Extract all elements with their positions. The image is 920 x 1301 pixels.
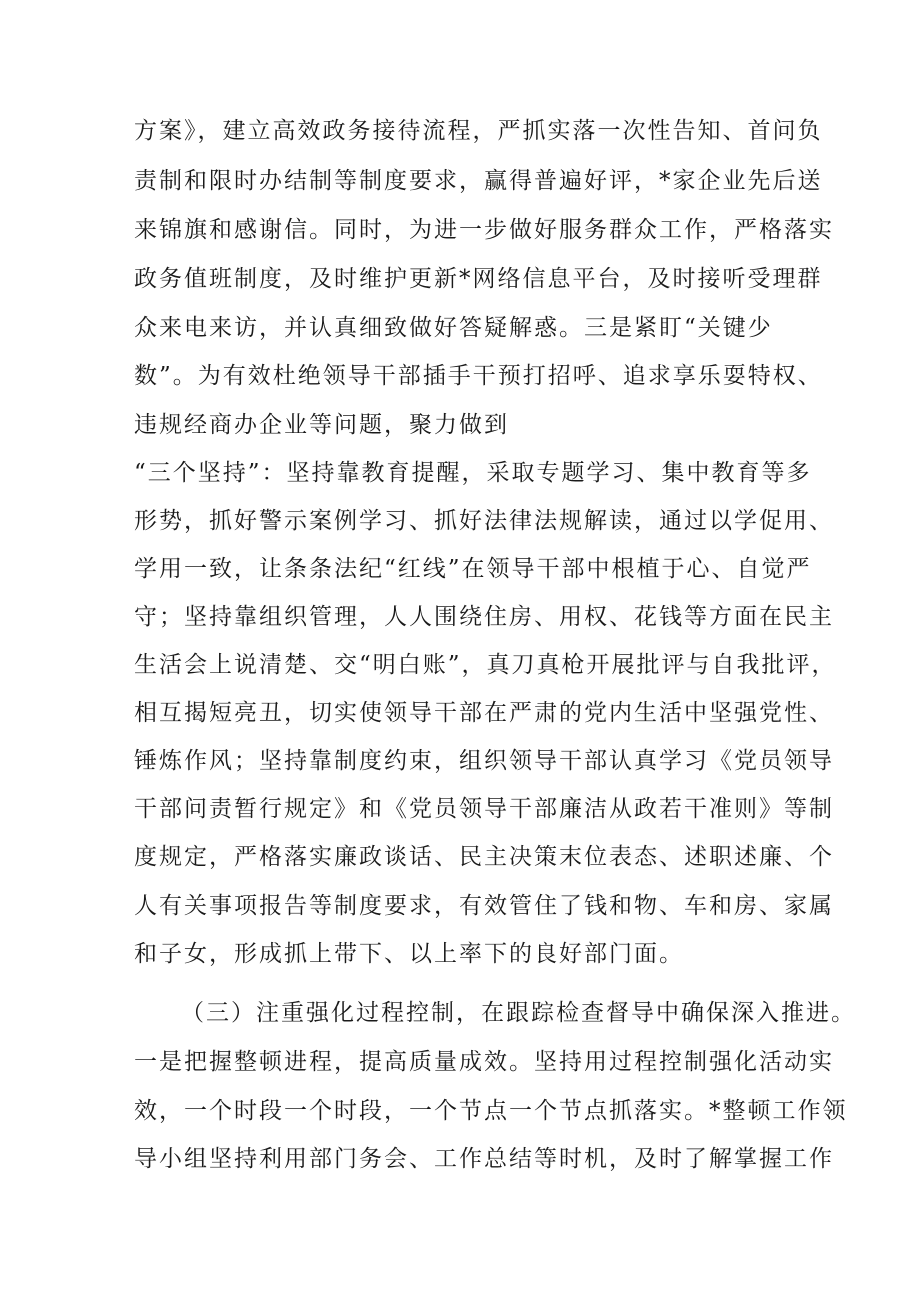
text-line: 守；坚持靠组织管理，人人围绕住房、用权、花钱等方面在民主 xyxy=(134,604,834,630)
text-line: 导小组坚持利用部门务会、工作总结等时机，及时了解掌握工作 xyxy=(134,1146,834,1172)
text-line: 和子女，形成抓上带下、以上率下的良好部门面。 xyxy=(134,941,684,967)
text-line: 锤炼作风；坚持靠制度约束，组织领导干部认真学习《党员领导 xyxy=(134,748,834,774)
text-line: 责制和限时办结制等制度要求，赢得普遍好评，*家企业先后送 xyxy=(134,168,823,194)
paragraph-heading: （三）注重强化过程控制，在跟踪检查督导中确保深入推进。 xyxy=(181,1000,856,1026)
text-line: 度规定，严格落实廉政谈话、民主决策末位表态、述职述廉、个 xyxy=(134,844,834,870)
text-line: 干部问责暂行规定》和《党员领导干部廉洁从政若干准则》等制 xyxy=(134,796,834,822)
text-line: 方案》，建立高效政务接待流程，严抓实落一次性告知、首问负 xyxy=(134,118,823,144)
text-line: 效，一个时段一个时段，一个节点一个节点抓落实。*整顿工作领 xyxy=(134,1098,848,1124)
text-line: 相互揭短亮丑，切实使领导干部在严肃的党内生活中坚强党性、 xyxy=(134,700,834,726)
text-line: 来锦旗和感谢信。同时，为进一步做好服务群众工作，严格落实 xyxy=(134,217,834,243)
text-line: “三个坚持”：坚持靠教育提醒，采取专题学习、集中教育等多 xyxy=(134,460,812,486)
text-line: 众来电来访，并认真细致做好答疑解惑。三是紧盯“关键少 xyxy=(134,315,773,341)
text-line: 数”。为有效杜绝领导干部插手干预打招呼、追求享乐耍特权、 xyxy=(134,363,823,389)
text-line: 一是把握整顿进程，提高质量成效。坚持用过程控制强化活动实 xyxy=(134,1049,834,1075)
text-line: 违规经商办企业等问题，聚力做到 xyxy=(134,412,509,438)
text-line: 形势，抓好警示案例学习、抓好法律法规解读，通过以学促用、 xyxy=(134,508,834,534)
text-line: 人有关事项报告等制度要求，有效管住了钱和物、车和房、家属 xyxy=(134,893,834,919)
text-line: 生活会上说清楚、交“明白账”，真刀真枪开展批评与自我批评， xyxy=(134,652,837,678)
text-line: 政务值班制度，及时维护更新*网络信息平台，及时接听受理群 xyxy=(134,266,823,292)
text-line: 学用一致，让条条法纪“红线”在领导干部中根植于心、自觉严 xyxy=(134,556,812,582)
